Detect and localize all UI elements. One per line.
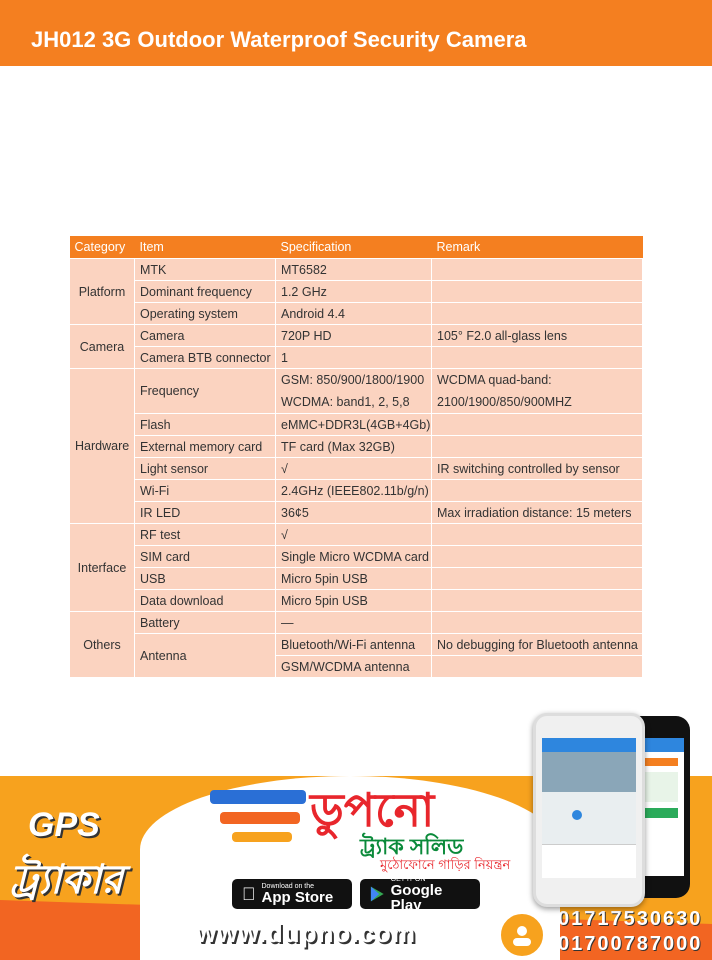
spec-cell: eMMC+DDR3L(4GB+4Gb) bbox=[276, 414, 432, 436]
play-small: GET IT ON bbox=[390, 875, 426, 883]
remark-cell bbox=[432, 303, 643, 325]
remark-cell bbox=[432, 436, 643, 458]
table-row bbox=[70, 281, 643, 303]
phone-mockup-front bbox=[533, 713, 645, 907]
table-row bbox=[70, 590, 643, 612]
spec-cell: Micro 5pin USB bbox=[276, 590, 432, 612]
remark-cell bbox=[432, 546, 643, 568]
spec-cell: √ bbox=[276, 524, 432, 546]
gps-label: GPS bbox=[28, 806, 100, 844]
category-cell: Camera bbox=[70, 325, 135, 369]
spec-cell: 720P HD bbox=[276, 325, 432, 347]
phone-number-1: 01717530630 bbox=[558, 908, 703, 930]
app-store-button[interactable] bbox=[232, 879, 352, 909]
item-cell: Wi-Fi bbox=[135, 480, 276, 502]
spec-cell: 36¢5 bbox=[276, 502, 432, 524]
category-cell: Hardware bbox=[70, 369, 135, 524]
header-specification: Specification bbox=[276, 236, 432, 259]
remark-cell: No debugging for Bluetooth antenna bbox=[432, 634, 643, 656]
spec-cell: GSM/WCDMA antenna bbox=[276, 656, 432, 678]
spec-line: WCDMA: band1, 2, 5,8 bbox=[281, 395, 410, 409]
category-cell: Others bbox=[70, 612, 135, 678]
item-cell: MTK bbox=[135, 259, 276, 281]
table-row bbox=[70, 524, 643, 546]
category-cell: Platform bbox=[70, 259, 135, 325]
remark-line: 2100/1900/850/900MHZ bbox=[437, 395, 572, 409]
gps-sub-label: ট্র্যাকার bbox=[10, 858, 124, 902]
item-cell: Dominant frequency bbox=[135, 281, 276, 303]
remark-cell: Max irradiation distance: 15 meters bbox=[432, 502, 643, 524]
item-cell: Light sensor bbox=[135, 458, 276, 480]
header-item: Item bbox=[135, 236, 276, 259]
table-row bbox=[70, 458, 643, 480]
item-cell: Frequency bbox=[135, 369, 276, 414]
play-label: Google Play bbox=[390, 881, 443, 914]
spec-cell: Single Micro WCDMA card bbox=[276, 546, 432, 568]
remark-cell bbox=[432, 369, 643, 414]
brand-sub: ট্র্যাক সলিড bbox=[360, 834, 464, 859]
spec-cell: Micro 5pin USB bbox=[276, 568, 432, 590]
spec-cell: 1.2 GHz bbox=[276, 281, 432, 303]
table-row bbox=[70, 568, 643, 590]
item-cell: USB bbox=[135, 568, 276, 590]
item-cell: Camera bbox=[135, 325, 276, 347]
spec-cell: 2.4GHz (IEEE802.11b/g/n) bbox=[276, 480, 432, 502]
table-row bbox=[70, 414, 643, 436]
apple-icon bbox=[242, 884, 256, 905]
table-row bbox=[70, 259, 643, 281]
spec-cell: 1 bbox=[276, 347, 432, 369]
item-cell: Operating system bbox=[135, 303, 276, 325]
phone-icon bbox=[497, 910, 547, 960]
table-row bbox=[70, 303, 643, 325]
remark-cell bbox=[432, 524, 643, 546]
item-cell: Battery bbox=[135, 612, 276, 634]
remark-cell bbox=[432, 656, 643, 678]
spec-table bbox=[69, 236, 643, 678]
spec-cell: Android 4.4 bbox=[276, 303, 432, 325]
page-header bbox=[0, 0, 712, 66]
remark-cell bbox=[432, 259, 643, 281]
table-row bbox=[70, 480, 643, 502]
table-row bbox=[70, 502, 643, 524]
brand-logo-icon bbox=[210, 784, 310, 854]
item-cell: SIM card bbox=[135, 546, 276, 568]
item-cell: RF test bbox=[135, 524, 276, 546]
phone-numbers bbox=[558, 907, 702, 957]
google-play-button[interactable] bbox=[360, 875, 480, 914]
app-store-label: App Store bbox=[248, 889, 320, 906]
phone-screen-front bbox=[542, 738, 636, 878]
item-cell: Flash bbox=[135, 414, 276, 436]
table-row bbox=[70, 436, 643, 458]
remark-cell bbox=[432, 480, 643, 502]
table-row bbox=[70, 369, 643, 414]
table-row bbox=[70, 347, 643, 369]
remark-cell bbox=[432, 590, 643, 612]
table-header-row bbox=[70, 236, 643, 259]
table-row bbox=[70, 634, 643, 656]
spec-cell: √ bbox=[276, 458, 432, 480]
table-row bbox=[70, 325, 643, 347]
header-remark: Remark bbox=[432, 236, 643, 259]
spec-cell: — bbox=[276, 612, 432, 634]
remark-cell: IR switching controlled by sensor bbox=[432, 458, 643, 480]
remark-line: WCDMA quad-band: bbox=[437, 373, 552, 387]
remark-cell bbox=[432, 612, 643, 634]
remark-cell bbox=[432, 568, 643, 590]
website-link[interactable]: www.dupno.com bbox=[196, 918, 417, 948]
table-row bbox=[70, 546, 643, 568]
item-cell: Data download bbox=[135, 590, 276, 612]
remark-cell bbox=[432, 414, 643, 436]
spec-cell bbox=[276, 369, 432, 414]
remark-cell: 105° F2.0 all-glass lens bbox=[432, 325, 643, 347]
remark-cell bbox=[432, 347, 643, 369]
brand-tagline: মুঠোফোনে গাড়ির নিয়ন্ত্রন bbox=[380, 857, 511, 872]
remark-cell bbox=[432, 281, 643, 303]
spec-line: GSM: 850/900/1800/1900 bbox=[281, 373, 425, 387]
header-category: Category bbox=[70, 236, 135, 259]
item-cell: Antenna bbox=[135, 634, 276, 678]
spec-cell: MT6582 bbox=[276, 259, 432, 281]
spec-cell: TF card (Max 32GB) bbox=[276, 436, 432, 458]
play-icon bbox=[370, 885, 385, 903]
table-row bbox=[70, 612, 643, 634]
phone-number-2: 01700787000 bbox=[558, 933, 703, 955]
item-cell: Camera BTB connector bbox=[135, 347, 276, 369]
category-cell: Interface bbox=[70, 524, 135, 612]
brand-name: ডুপনো bbox=[310, 784, 435, 836]
spec-cell: Bluetooth/Wi-Fi antenna bbox=[276, 634, 432, 656]
item-cell: External memory card bbox=[135, 436, 276, 458]
item-cell: IR LED bbox=[135, 502, 276, 524]
app-store-small: Download on the bbox=[248, 883, 301, 890]
page-title: JH012 3G Outdoor Waterproof Security Camera bbox=[31, 27, 527, 52]
